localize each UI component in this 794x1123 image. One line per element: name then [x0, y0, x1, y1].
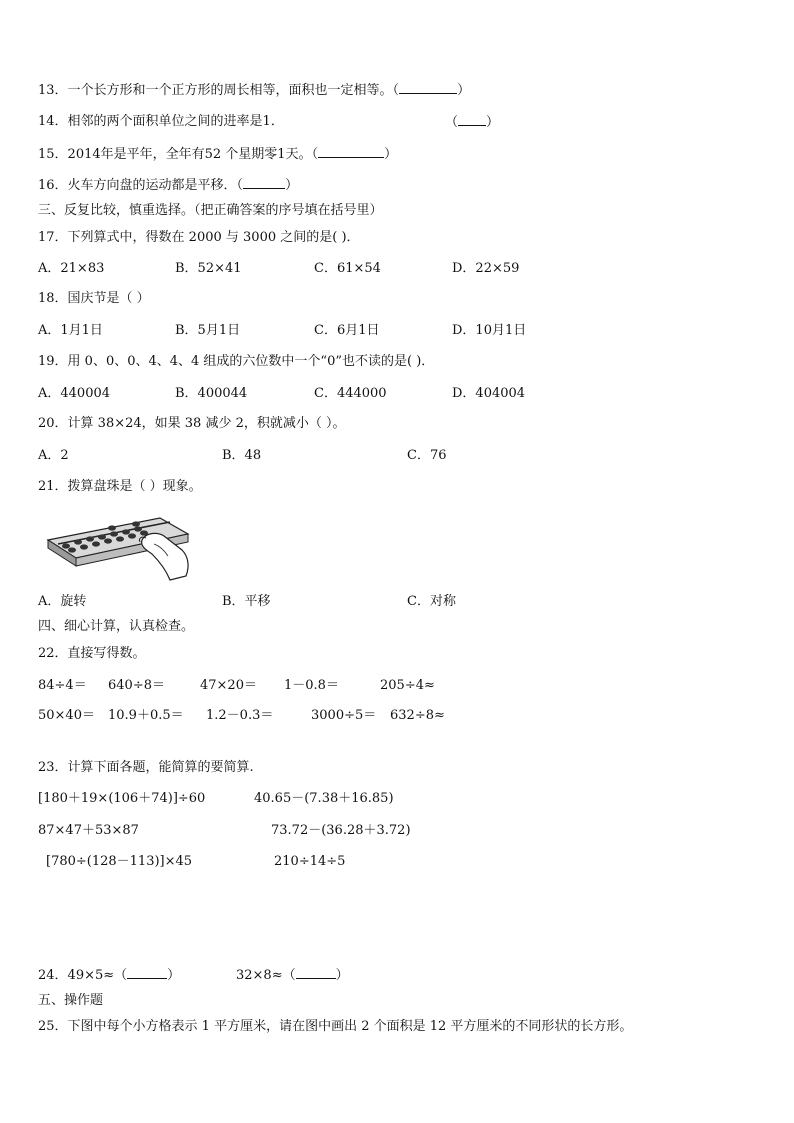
- answer-blank[interactable]: [127, 966, 167, 979]
- calc-item: 3000÷5＝: [311, 708, 377, 723]
- option-c[interactable]: C．76: [407, 448, 447, 463]
- calc-expression: 40.65－(7.38＋16.85): [254, 791, 394, 806]
- option-b[interactable]: B．400044: [175, 386, 248, 401]
- option-d[interactable]: D．10月1日: [452, 323, 527, 338]
- calc-item: 205÷4≈: [380, 678, 435, 693]
- question-number: 14．: [38, 114, 68, 129]
- section-heading: 四、细心计算，认真检查。: [38, 619, 195, 634]
- option-a[interactable]: A．2: [38, 448, 69, 463]
- calc-expression: 87×47＋53×87: [38, 823, 139, 838]
- option-c[interactable]: C．6月1日: [314, 323, 380, 338]
- answer-blank[interactable]: [318, 145, 384, 158]
- calc-item: 640÷8＝: [108, 678, 165, 693]
- question-text: 一个长方形和一个正方形的周长相等，面积也一定相等。（: [67, 83, 400, 98]
- option-a[interactable]: A．440004: [38, 386, 111, 401]
- question-21: 21．拨算盘珠是（ ）现象。: [38, 479, 202, 494]
- calc-item: 50×40＝: [38, 708, 95, 723]
- question-16: 16．火车方向盘的运动都是平移．（ ）: [38, 178, 299, 193]
- option-c[interactable]: C．对称: [407, 594, 456, 609]
- calc-item: 84÷4＝: [38, 678, 87, 693]
- option-a[interactable]: A．21×83: [38, 261, 105, 276]
- abacus-hand-image: [42, 510, 192, 582]
- calc-item: 632÷8≈: [390, 708, 445, 723]
- question-14: [38, 113, 284, 131]
- question-number: 15．: [38, 147, 68, 162]
- calc-expression: 210÷14÷5: [274, 854, 346, 869]
- answer-blank[interactable]: [296, 966, 336, 979]
- question-text: 火车方向盘的运动都是平移．（: [67, 178, 244, 193]
- question-25: 25．下图中每个小方格表示 1 平方厘米，请在图中画出 2 个面积是 12 平方厘米的不同形状的长方形。: [38, 1019, 633, 1034]
- option-a[interactable]: A．1月1日: [38, 323, 103, 338]
- section-heading: 三、反复比较，慎重选择。（把正确答案的序号填在括号里）: [38, 203, 383, 218]
- question-text: 相邻的两个面积单位之间的进率是1．: [67, 114, 284, 129]
- question-14-answer: （ ）: [445, 115, 500, 130]
- question-24-part-b: 32×8≈（ ）: [236, 968, 349, 983]
- question-text: 2014年是平年，全年有52 个星期零1天。（: [67, 147, 319, 162]
- answer-blank[interactable]: [458, 113, 486, 126]
- question-13: 13．一个长方形和一个正方形的周长相等，面积也一定相等。（ ）: [38, 83, 471, 98]
- question-20: 20．计算 38×24，如果 38 减少 2，积就减小（ ）。: [38, 416, 346, 431]
- calc-item: 47×20＝: [200, 678, 257, 693]
- question-15: 15．2014年是平年，全年有52 个星期零1天。（ ）: [38, 147, 398, 162]
- question-19: 19．用 0、0、0、4、4、4 组成的六位数中一个“0”也不读的是( )．: [38, 354, 435, 369]
- question-number: 13．: [38, 83, 68, 98]
- option-c[interactable]: C．61×54: [314, 261, 381, 276]
- question-23: 23．计算下面各题，能简算的要简算.: [38, 760, 254, 775]
- option-b[interactable]: B．52×41: [175, 261, 242, 276]
- question-number: 24．: [38, 968, 68, 983]
- calc-expression: 73.72－(36.28＋3.72): [271, 823, 411, 838]
- option-b[interactable]: B．平移: [222, 594, 271, 609]
- question-24: 24．49×5≈（ ）: [38, 968, 181, 983]
- calc-item: 10.9＋0.5＝: [108, 708, 184, 723]
- answer-blank[interactable]: [399, 81, 457, 94]
- option-b[interactable]: B．48: [222, 448, 262, 463]
- question-22: 22．直接写得数。: [38, 646, 146, 661]
- option-c[interactable]: C．444000: [314, 386, 387, 401]
- section-heading: 五、操作题: [38, 993, 104, 1008]
- question-18: 18．国庆节是（ ）: [38, 291, 150, 306]
- calc-expression: [180＋19×(106＋74)]÷60: [38, 791, 206, 806]
- option-d[interactable]: D．404004: [452, 386, 526, 401]
- option-b[interactable]: B．5月1日: [175, 323, 241, 338]
- answer-blank[interactable]: [243, 176, 285, 189]
- calc-item: 1.2－0.3＝: [206, 708, 274, 723]
- option-d[interactable]: D．22×59: [452, 261, 520, 276]
- calc-expression: [780÷(128－113)]×45: [46, 854, 193, 869]
- question-number: 16．: [38, 178, 68, 193]
- question-17: 17．下列算式中，得数在 2000 与 3000 之间的是( )．: [38, 230, 360, 245]
- option-a[interactable]: A．旋转: [38, 594, 87, 609]
- calc-item: 1－0.8＝: [284, 678, 339, 693]
